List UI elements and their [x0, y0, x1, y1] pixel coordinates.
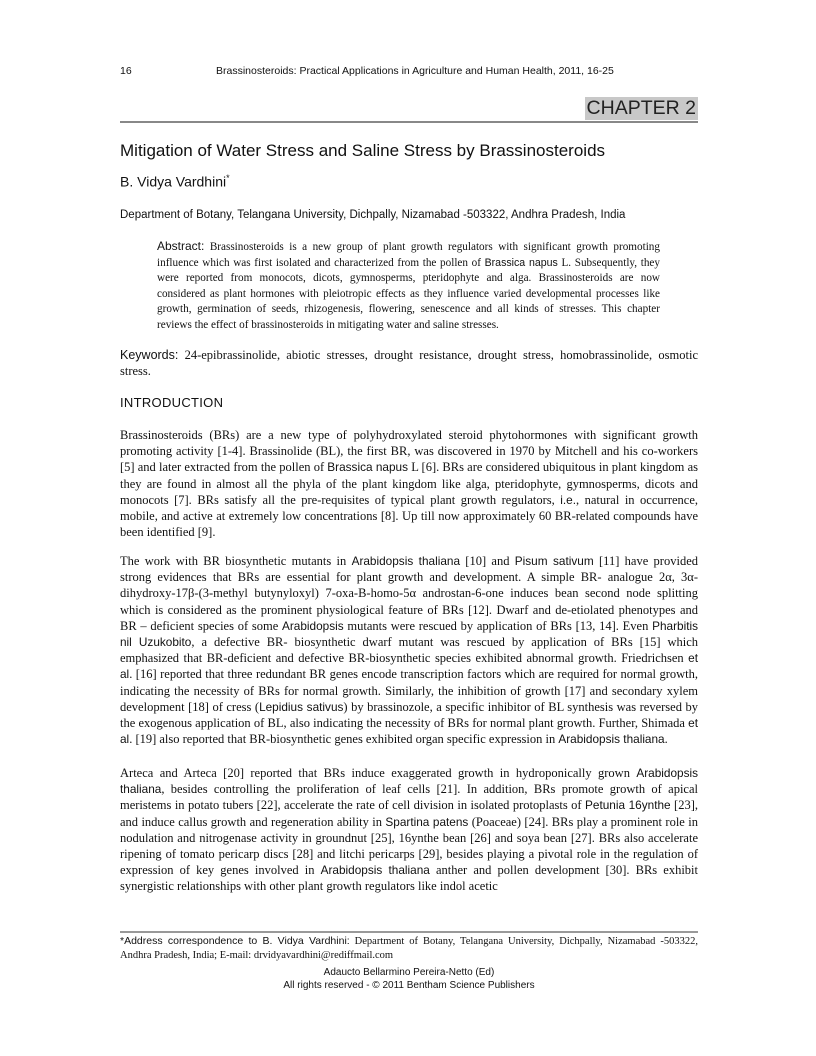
page-footer [120, 966, 698, 992]
text-run: Brassinosteroids (BRs) are a new type of polyhydroxylated steroid phytohormones with significant growth promoting activity [1-4]. Brassinolide (BL), the first BR, was discovered in 1970 by Mitchell and his co-workers [5] and later extracted from the pollen of [120, 428, 698, 475]
section-heading-introduction: INTRODUCTION [120, 395, 224, 410]
journal-citation: Brassinosteroids: Practical Applications in Agriculture and Human Health, 2011, 16-25 [216, 65, 614, 77]
text-run: anther and pollen development [30]. BRs exhibit synergistic relationships with other plant growth regulators like indol acetic [120, 863, 698, 894]
text-run: , natural in occurrence, mobile, and active at extremely low concentrations [8]. Up till now approximately 60 BR-related compounds have been identified [9]. [120, 492, 698, 540]
chapter-title: Mitigation of Water Stress and Saline Stress by Brassinosteroids [120, 141, 606, 160]
editor-credit: Adaucto Bellarmino Pereira-Netto (Ed) [323, 967, 495, 978]
author-footnote-mark: * [226, 173, 230, 183]
author-name: B. Vidya Vardhini [120, 173, 227, 190]
species-name: Pharbitis nil Uzukobito [120, 618, 698, 650]
intro-paragraph-1 [120, 427, 698, 540]
text-run: L [6]. BRs are considered ubiquitous in plant kingdom as they are found in almost all the phyla of the plant kingdom like alga, pteridophyte, gymnosperms, dicots and monocots [7]. BRs satisfy all the pre-requisites of typical plant growth regulators, [120, 460, 698, 507]
keywords-label: Keywords: [120, 348, 179, 362]
text-run: , a defective BR- biosynthetic dwarf mutant was rescued by application of BRs [15] which emphasized that BR-deficient and defective BR-biosynthetic species exhibited abnormal growth. Friedrichsen [120, 635, 698, 666]
species-name: Brassica napus [484, 256, 558, 269]
abstract-body [157, 241, 660, 331]
species-name: Brassica napus [327, 460, 409, 475]
species-name: Arabidopsis thaliana [120, 766, 698, 797]
species-name: Petunia 16ynthe [585, 798, 671, 813]
text-run: Arteca and Arteca [20] reported that BRs induce exaggerated growth in hydroponically grown [120, 766, 637, 780]
text-run: The work with BR biosynthetic mutants in [120, 554, 352, 568]
chapter-label: CHAPTER 2 [586, 97, 696, 119]
text-run: . [664, 732, 668, 747]
text-run: , besides controlling the proliferation of leaf cells [21]. In addition, BRs promote growth of apical meristems in potato tubers [22], accelerate the rate of cell division in isolated protoplasts of [120, 782, 698, 813]
species-name: Arabidopsis thaliana [320, 863, 430, 878]
footnote-divider [120, 931, 698, 933]
intro-paragraph-3 [120, 765, 698, 895]
text-run: . [16] reported that three redundant BR genes encode transcription factors which are required for normal growth, indicating the necessity of BRs for normal growth. Similarly, the inhibition of growth [17] and secondary xylem development [18] of cress ( [120, 667, 698, 714]
text-run: (Poaceae) [24]. BRs play a prominent role in nodulation and nitrogenase activity in groundnut [25], 16ynthe bean [26] and soya bean [27]. BRs also accelerate ripening of tomato pericarp discs [28] and litchi pericarps [29], besides playing a pivotal role in the regulation of expression of key genes involved in [120, 814, 698, 878]
affiliation: Department of Botany, Telangana University, Dichpally, Nizamabad -503322, Andhra Pradesh, India [120, 209, 626, 221]
author [120, 173, 230, 190]
abstract [157, 239, 660, 333]
text-run: [11] have provided strong evidences that BRs are essential for plant growth and development. A simple BR- analogue 2α, 3α-dihydroxy-17β-(3-methyl butynyloxyl) 7-oxa-B-homo-5α androstan-6-one induces bean second node splitting which is considered as the prominent physiological feature of BRs [12]. Dwarf and de-etiolated phenotypes and BR – deficient species of some [120, 554, 698, 633]
text-run: L. Subsequently, they were reported from monocots, dicots, gymnosperms, pteridophyte and alga. Brassinosteroids are now considered as plant hormones with pleiotropic effects as they influence varied developmental processes like growth, germination of seeds, rhizogenesis, flowering, senescence and all kinds of stresses. This chapter reviews the effect of brassinosteroids in mitigating water and saline stresses. [157, 256, 660, 331]
text-run: Brassinosteroids is a new group of plant growth regulators with significant growth promoting influence which was first isolated and characterized from the pollen of [157, 241, 660, 269]
text-run: [10] and [460, 554, 515, 568]
species-name: Arabidopsis thaliana [351, 554, 460, 568]
copyright: All rights reserved - © 2011 Bentham Science Publishers [283, 980, 535, 991]
species-name: i.e. [560, 492, 576, 507]
intro-paragraph-2 [120, 553, 698, 747]
footnote-label: *Address correspondence to B. Vidya Vardhini: [120, 935, 350, 947]
species-name: Arabidopsis [282, 618, 344, 633]
keywords-text: 24-epibrassinolide, abiotic stresses, drought resistance, drought stress, homobrassinolide, osmotic stress. [120, 348, 698, 378]
header-divider [120, 121, 698, 123]
footnote-text: Department of Botany, Telangana University, Dichpally, Nizamabad -503322, Andhra Pradesh, India; E-mail: drvidyavardhini@rediffmail.com [120, 936, 699, 961]
species-name: Pisum sativum [514, 554, 594, 568]
correspondence-footnote [120, 934, 698, 963]
text-run: mutants were rescued by application of BRs [13, 14]. Even [343, 618, 653, 633]
text-run: ) by brassinozole, a specific inhibitor of BL synthesis was reversed by the exogenous application of BL, also indicating the necessity of BRs for normal plant growth. Further, Shimada [120, 699, 698, 731]
species-name: et al [120, 716, 698, 747]
species-name: Spartina patens [385, 814, 469, 829]
page-number: 16 [120, 65, 132, 77]
keywords [120, 347, 698, 379]
text-run: [23], and induce callus growth and regeneration ability in [120, 798, 698, 829]
text-run: . [19] also reported that BR-biosynthetic genes exhibited organ specific expression in [129, 732, 559, 747]
abstract-label: Abstract: [157, 239, 205, 253]
species-name: Lepidius sativus [259, 699, 344, 714]
species-name: Arabidopsis thaliana [558, 732, 665, 747]
species-name: et al [120, 651, 698, 682]
